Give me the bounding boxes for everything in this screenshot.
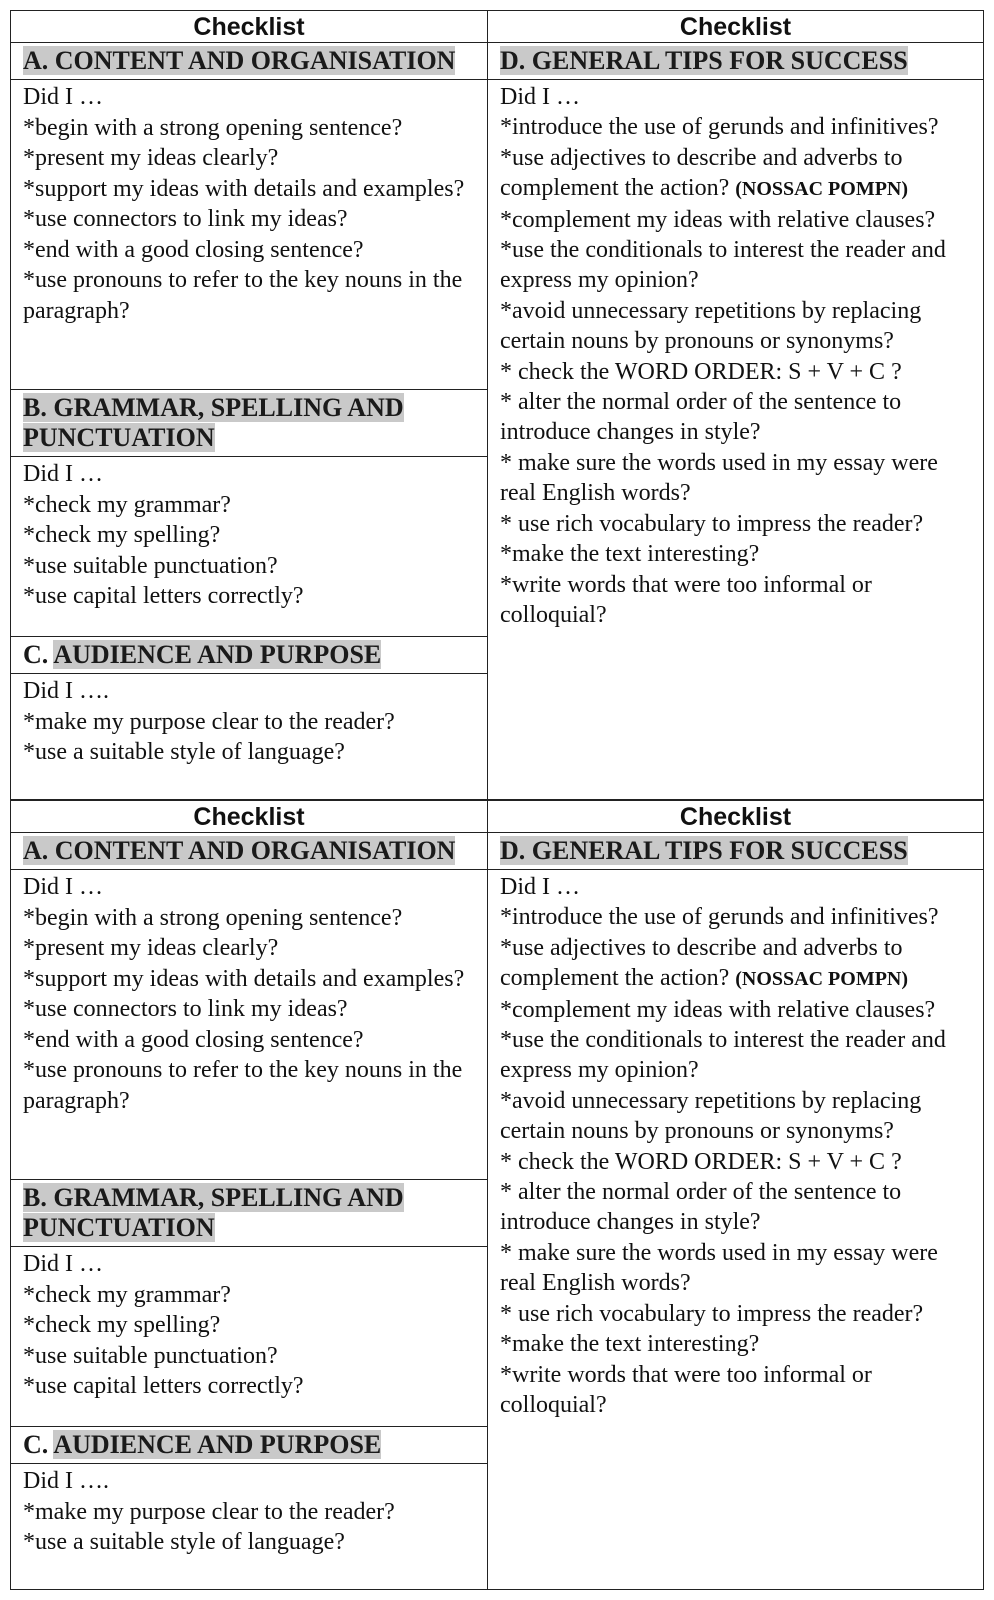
list-item: *support my ideas with details and examples?	[23, 965, 465, 992]
list-item: Did I …	[23, 1251, 103, 1277]
list-item: * alter the normal order of the sentence to introduce changes in style?	[500, 389, 902, 446]
list-item: *begin with a strong opening sentence?	[23, 114, 403, 141]
list-item: *use pronouns to refer to the key nouns in the paragraph?	[23, 267, 463, 324]
list-item: *use suitable punctuation?	[23, 1342, 278, 1369]
right-column	[488, 10, 984, 800]
section-b-body	[11, 457, 487, 637]
list-item: *use connectors to link my ideas?	[23, 206, 348, 232]
section-c-prefix: C.	[23, 1430, 54, 1459]
section-d-title	[488, 833, 983, 870]
list-item: Did I …	[23, 874, 103, 900]
section-b-title-line2: PUNCTUATION	[23, 1213, 215, 1242]
list-item: *write words that were too informal or colloquial?	[500, 1361, 872, 1418]
section-d-title	[488, 43, 983, 80]
section-c-prefix: C.	[23, 640, 54, 669]
list-item: *avoid unnecessary repetitions by replacing certain nouns by pronouns or synonyms?	[500, 297, 922, 355]
section-a-title-text: A. CONTENT AND ORGANISATION	[23, 836, 456, 865]
list-item: Did I …	[23, 461, 103, 487]
list-item: Did I …	[500, 84, 580, 110]
section-c-title	[11, 1427, 487, 1464]
checklist-sheet	[10, 10, 984, 1590]
list-item: *make my purpose clear to the reader?	[23, 1498, 395, 1525]
list-item: *use capital letters correctly?	[23, 1373, 304, 1399]
list-item	[500, 933, 973, 995]
list-item-text: *use adjectives to describe and adverbs to complement the action?	[500, 934, 903, 992]
section-c-title-text: AUDIENCE AND PURPOSE	[53, 1430, 382, 1459]
list-item: Did I ….	[23, 678, 109, 704]
list-item-text: *use adjectives to describe and adverbs to complement the action?	[500, 144, 903, 202]
list-item: *introduce the use of gerunds and infinitives?	[500, 114, 939, 141]
list-item: *use the conditionals to interest the reader and express my opinion?	[500, 237, 946, 294]
column-header: Checklist	[488, 11, 983, 43]
list-item: * use rich vocabulary to impress the reader?	[500, 1300, 924, 1327]
section-b-title	[11, 1180, 487, 1247]
section-c-body	[11, 1464, 487, 1558]
list-item: *avoid unnecessary repetitions by replacing certain nouns by pronouns or synonyms?	[500, 1087, 922, 1145]
list-item: *complement my ideas with relative clauses?	[500, 206, 936, 233]
list-item: * use rich vocabulary to impress the reader?	[500, 510, 924, 537]
list-item: *use a suitable style of language?	[23, 1529, 345, 1555]
list-item: *end with a good closing sentence?	[23, 1026, 364, 1053]
list-item: *check my spelling?	[23, 522, 221, 548]
section-a-body	[11, 870, 487, 1180]
list-item: *check my spelling?	[23, 1312, 221, 1338]
list-item	[500, 143, 973, 205]
section-d-body	[488, 870, 983, 1420]
section-c-title-text: AUDIENCE AND PURPOSE	[53, 640, 382, 669]
column-header: Checklist	[11, 11, 487, 43]
list-item: *use connectors to link my ideas?	[23, 996, 348, 1022]
section-a-title-text: A. CONTENT AND ORGANISATION	[23, 46, 456, 75]
section-c-title	[11, 637, 487, 674]
mnemonic-tag: (NOSSAC POMPN)	[735, 178, 909, 201]
list-item: *check my grammar?	[23, 1281, 231, 1308]
list-item: *present my ideas clearly?	[23, 145, 279, 171]
section-d-title-text: D. GENERAL TIPS FOR SUCCESS	[500, 46, 908, 75]
section-a-body	[11, 80, 487, 390]
list-item: *present my ideas clearly?	[23, 935, 279, 961]
list-item: *use capital letters correctly?	[23, 583, 304, 609]
list-item: Did I …	[23, 84, 103, 110]
list-item: *end with a good closing sentence?	[23, 236, 364, 263]
list-item: *make the text interesting?	[500, 541, 760, 568]
list-item: * make sure the words used in my essay were real English words?	[500, 449, 938, 507]
list-item: *write words that were too informal or colloquial?	[500, 571, 872, 628]
section-b-title-line2: PUNCTUATION	[23, 423, 215, 452]
column-header: Checklist	[11, 801, 487, 833]
list-item: *complement my ideas with relative clauses?	[500, 996, 936, 1023]
section-b-title	[11, 390, 487, 457]
list-item: *use the conditionals to interest the reader and express my opinion?	[500, 1027, 946, 1084]
checklist-copy-bottom	[10, 800, 984, 1590]
list-item: * check the WORD ORDER: S + V + C ?	[500, 358, 902, 385]
list-item: *begin with a strong opening sentence?	[23, 904, 403, 931]
mnemonic-tag: (NOSSAC POMPN)	[735, 968, 909, 991]
list-item: Did I ….	[23, 1468, 109, 1494]
right-column	[488, 800, 984, 1590]
left-column	[10, 10, 488, 800]
section-c-body	[11, 674, 487, 768]
list-item: *use pronouns to refer to the key nouns in the paragraph?	[23, 1057, 463, 1114]
list-item: *make my purpose clear to the reader?	[23, 708, 395, 735]
section-b-body	[11, 1247, 487, 1427]
section-d-body	[488, 80, 983, 630]
list-item: * check the WORD ORDER: S + V + C ?	[500, 1148, 902, 1175]
checklist-copy-top	[10, 10, 984, 800]
column-header: Checklist	[488, 801, 983, 833]
left-column	[10, 800, 488, 1590]
section-b-title-line1: B. GRAMMAR, SPELLING AND	[23, 1183, 404, 1212]
list-item: *support my ideas with details and examples?	[23, 175, 465, 202]
section-a-title	[11, 43, 487, 80]
list-item: *check my grammar?	[23, 491, 231, 518]
section-d-title-text: D. GENERAL TIPS FOR SUCCESS	[500, 836, 908, 865]
list-item: *introduce the use of gerunds and infinitives?	[500, 904, 939, 931]
section-a-title	[11, 833, 487, 870]
list-item: * make sure the words used in my essay were real English words?	[500, 1239, 938, 1297]
section-b-title-line1: B. GRAMMAR, SPELLING AND	[23, 393, 404, 422]
list-item: *use a suitable style of language?	[23, 739, 345, 765]
list-item: * alter the normal order of the sentence to introduce changes in style?	[500, 1179, 902, 1236]
list-item: Did I …	[500, 874, 580, 900]
list-item: *use suitable punctuation?	[23, 552, 278, 579]
list-item: *make the text interesting?	[500, 1331, 760, 1358]
